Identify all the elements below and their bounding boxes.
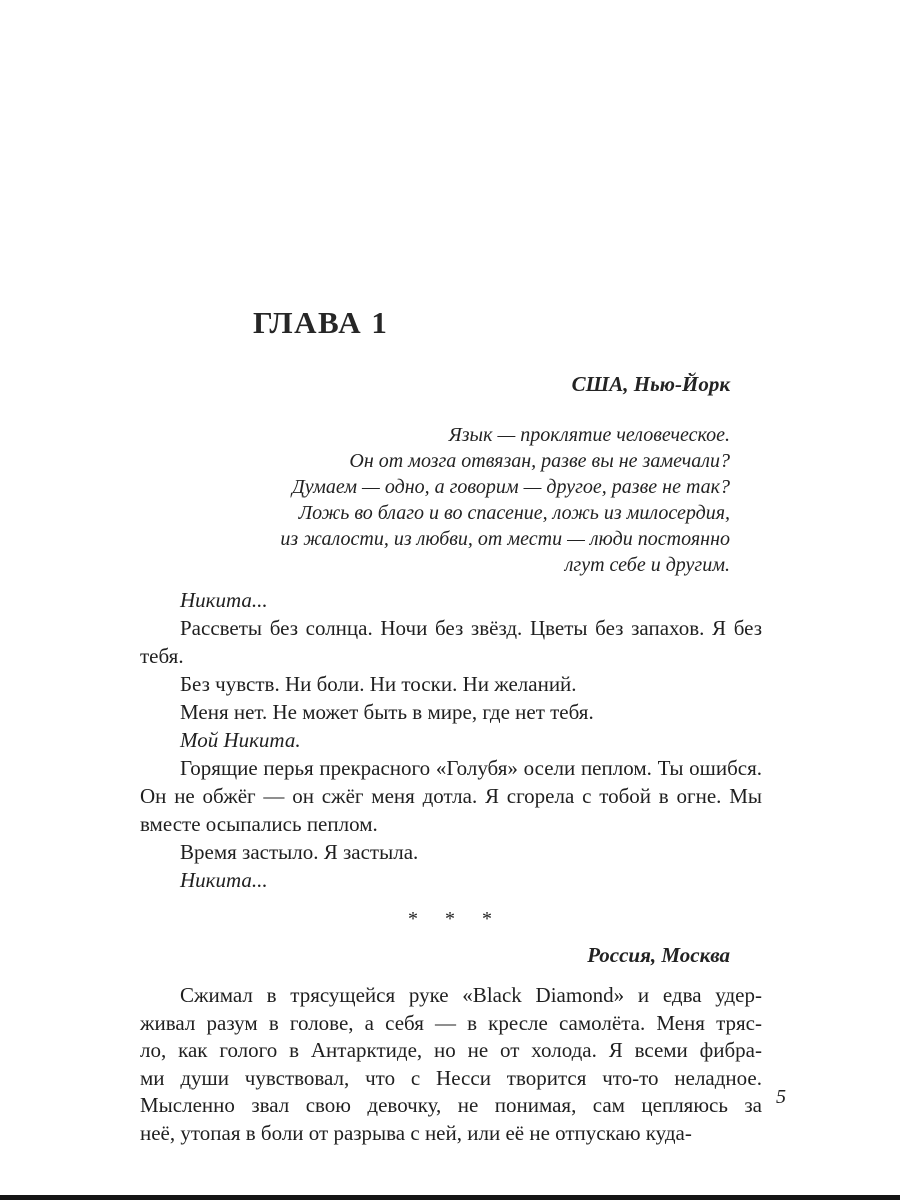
epigraph-line: лгут себе и другим.	[564, 554, 730, 577]
text-block	[140, 306, 762, 1147]
paragraph: Меня нет. Не может быть в мире, где нет тебя.	[180, 700, 594, 725]
paragraph: Рассветы без солнца. Ночи без звёзд. Цветы без запахов. Я без тебя.	[140, 616, 762, 669]
epigraph-line: Он от мозга отвязан, разве вы не замечали?	[349, 450, 730, 473]
paragraph: Без чувств. Ни боли. Ни тоски. Ни желаний.	[180, 672, 577, 697]
location-heading-russia: Россия, Москва	[587, 943, 730, 968]
section-separator: * * *	[408, 908, 494, 931]
paragraph: Никита...	[180, 588, 268, 613]
epigraph-line: Язык — проклятие человеческое.	[448, 424, 730, 447]
epigraph-line: из жалости, из любви, от мести — люди постоянно	[280, 528, 730, 551]
paragraph: Горящие перья прекрасного «Голубя» осели пеплом. Ты ошибся. Он не обжёг — он сжёг меня дотла. Я сгорела с тобой в огне. Мы вместе осыпались пеплом.	[140, 756, 762, 837]
closing-paragraph-line: живал разум в голове, а себя — в кресле самолёта. Меня тряс-	[140, 1010, 762, 1035]
body-text	[140, 586, 762, 894]
epigraph-line: Ложь во благо и во спасение, ложь из милосердия,	[298, 502, 730, 525]
closing-paragraph-line: Мысленно звал свою девочку, не понимая, сам цепляюсь за	[140, 1093, 762, 1118]
paragraph: Мой Никита.	[180, 728, 301, 753]
location-heading-usa: США, Нью-Йорк	[571, 372, 730, 397]
closing-paragraph	[140, 982, 762, 1146]
closing-paragraph-line: ми души чувствовал, что с Несси творится что-то неладное.	[140, 1065, 762, 1090]
closing-paragraph-line: неё, утопая в боли от разрыва с ней, или её не отпускаю куда-	[140, 1120, 692, 1145]
epigraph	[140, 422, 730, 578]
closing-paragraph-line: Сжимал в трясущейся руке «Black Diamond» и едва удер-	[180, 983, 762, 1008]
page-number: 5	[776, 1086, 786, 1108]
page-bottom-edge	[0, 1195, 900, 1200]
paragraph: Время застыло. Я застыла.	[180, 840, 419, 865]
paragraph: Никита...	[180, 868, 268, 893]
closing-paragraph-line: ло, как голого в Антарктиде, но не от холода. Я всеми фибра-	[140, 1038, 762, 1063]
chapter-title: ГЛАВА 1	[253, 305, 389, 340]
epigraph-line: Думаем — одно, а говорим — другое, разве не так?	[292, 476, 730, 499]
